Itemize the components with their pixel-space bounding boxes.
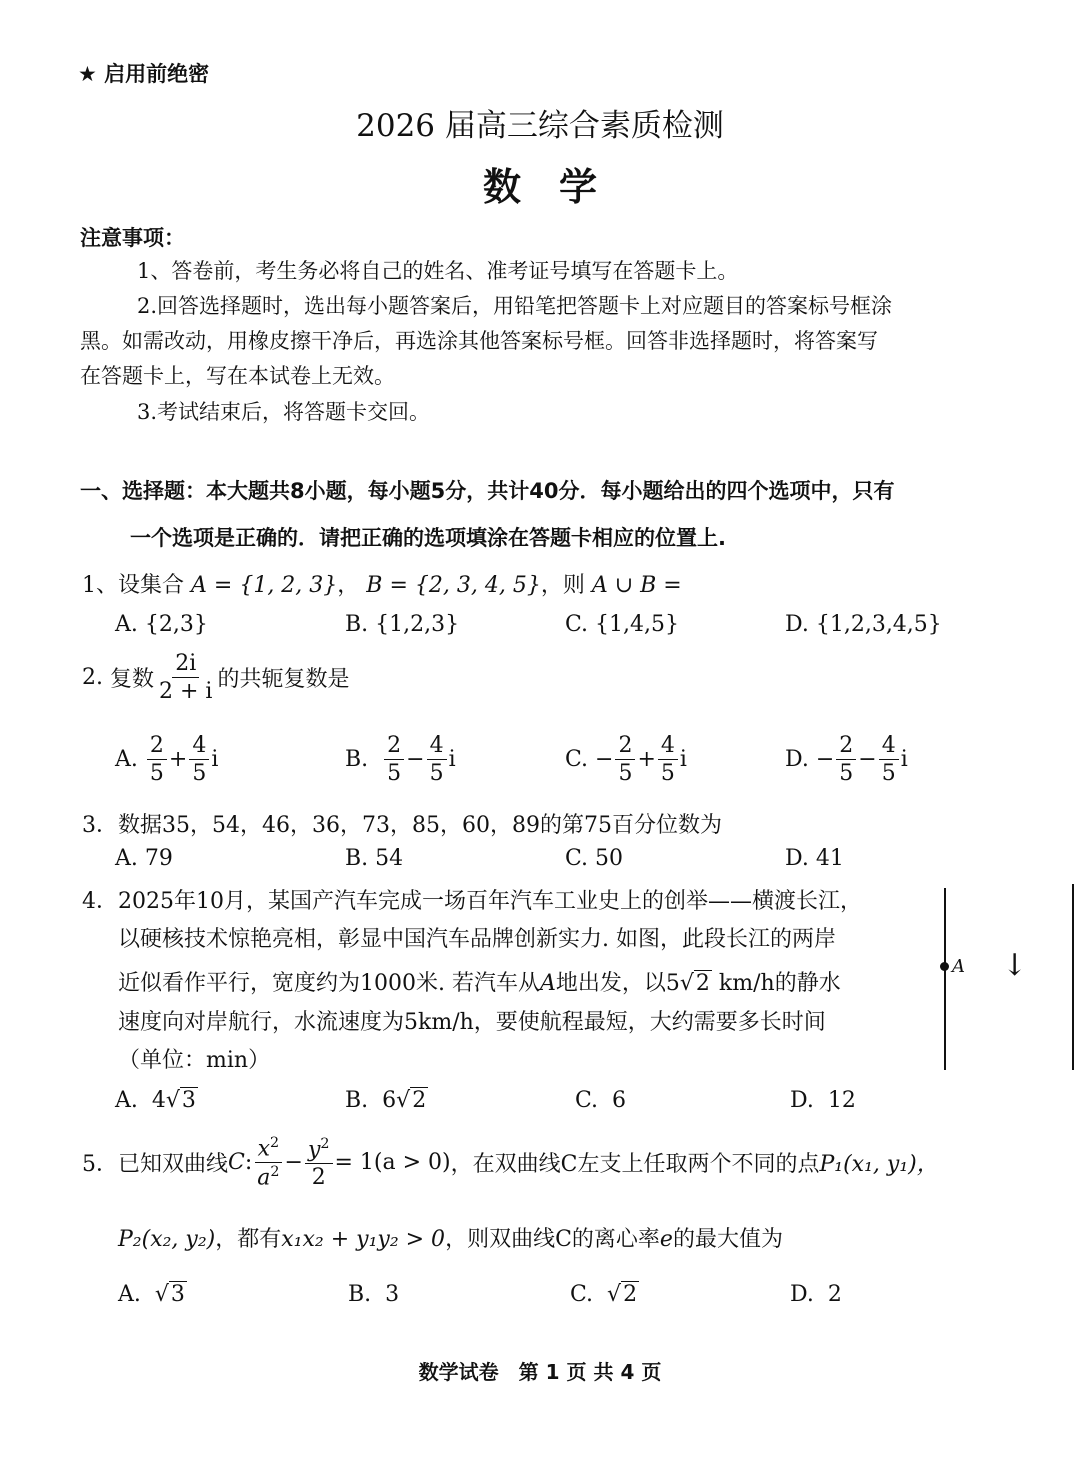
- question-4-line5: （单位：min）: [118, 1048, 271, 1073]
- notice-item-1: 1、答卷前，考生务必将自己的姓名、准考证号填写在答题卡上。: [137, 259, 739, 283]
- q3-option-a: A. 79: [115, 846, 173, 871]
- flow-arrow-icon: ↓: [1002, 948, 1028, 983]
- q4-option-a: A. 4√3: [115, 1088, 196, 1113]
- q1-set-b: B = {2, 3, 4, 5}: [366, 573, 541, 598]
- q2-number: 2.: [82, 665, 103, 691]
- q3-option-c: C. 50: [565, 846, 624, 871]
- question-4-line1: 4．2025年10月，某国产汽车完成一场百年汽车工业史上的创举——横渡长江，: [82, 889, 862, 914]
- question-4-line2: 以硬核技术惊艳亮相，彰显中国汽车品牌创新实力. 如图，此段长江的两岸: [118, 927, 836, 952]
- notice-heading: 注意事项：: [80, 226, 185, 250]
- question-5-line1: 5． 已知双曲线 C : $\frac{x^2}{a^2}$ − $\frac{y^2}{2}$ = 1(a > 0) ，在双曲线C左支上任取两个不同的点 P₁(x₁, y₁)，: [82, 1135, 939, 1191]
- section-heading-line1: 一、选择题：本大题共8小题，每小题5分，共计40分．每小题给出的四个选项中，只有: [80, 479, 895, 503]
- q2-prefix: 复数: [110, 667, 155, 693]
- question-1: [82, 568, 682, 599]
- q3-option-d: D. 41: [785, 846, 844, 871]
- q1-mid: ，则: [540, 573, 585, 598]
- question-5-line2: P₂(x₂, y₂)，都有x₁x₂ + y₁y₂ > 0，则双曲线C的离心率e的最大值为: [118, 1227, 783, 1252]
- q1-prefix: 设集合: [118, 573, 185, 598]
- q4-option-d: D. 12: [790, 1088, 856, 1113]
- page-footer: 数学试卷 第 1 页 共 4 页: [418, 1360, 662, 1384]
- q5-option-b: B. 3: [348, 1282, 400, 1307]
- q1-option-c: C. {1,4,5}: [565, 612, 680, 637]
- q2-option-d: D. − $\frac{2}{5}$ − $\frac{4}{5}$ i: [785, 733, 908, 787]
- q1-set-a: A = {1, 2, 3}: [191, 573, 338, 598]
- q1-union: A ∪ B =: [591, 573, 682, 598]
- notice-item-2: 2.回答选择题时，选出每小题答案后，用铅笔把答题卡上对应题目的答案标号框涂: [137, 294, 893, 318]
- q1-number: 1、: [82, 573, 118, 598]
- q4-option-b: B. 6√2: [345, 1088, 427, 1113]
- question-4-line4: 速度向对岸航行，水流速度为5km/h，要使航程最短，大约需要多长时间: [118, 1010, 826, 1035]
- q2-suffix: 的共轭复数是: [217, 667, 350, 693]
- point-a-dot: [940, 962, 949, 971]
- q1-option-d: D. {1,2,3,4,5}: [785, 612, 942, 637]
- q2-option-a: A. $\frac{2}{5}$ + $\frac{4}{5}$ i: [115, 733, 219, 787]
- q3-option-b: B. 54: [345, 846, 404, 871]
- secret-label: ★ 启用前绝密: [78, 62, 210, 86]
- section-heading-line2: 一个选项是正确的．请把正确的选项填涂在答题卡相应的位置上.: [130, 526, 726, 550]
- q5-option-a: A. √3: [118, 1282, 185, 1307]
- point-a-label: A: [952, 956, 965, 977]
- q1-option-a: A. {2,3}: [115, 612, 208, 637]
- question-4-line3: 近似看作平行，宽度约为1000米. 若汽车从A地出发，以5√2 km/h的静水: [118, 971, 841, 996]
- notice-item-2-end: 在答题卡上，写在本试卷上无效。: [80, 364, 395, 388]
- subject-title: 数 学: [482, 164, 597, 209]
- q2-option-c: C. − $\frac{2}{5}$ + $\frac{4}{5}$ i: [565, 733, 687, 787]
- question-3: 3．数据35，54，46，36，73，85，60，89的第75百分位数为: [82, 813, 722, 838]
- exam-title: 2026 届高三综合素质检测: [356, 108, 724, 144]
- q1-option-b: B. {1,2,3}: [345, 612, 460, 637]
- question-2: [82, 652, 349, 703]
- q5-option-d: D. 2: [790, 1282, 842, 1307]
- q1-sep: ，: [337, 573, 360, 598]
- q2-fraction: $\frac{2i}{2 + i}$: [159, 651, 213, 705]
- notice-item-3: 3.考试结束后，将答题卡交回。: [137, 400, 431, 424]
- q2-option-b: B. $\frac{2}{5}$ − $\frac{4}{5}$ i: [345, 733, 456, 787]
- q4-option-c: C. 6: [575, 1088, 627, 1113]
- notice-item-2-cont: 黑。如需改动，用橡皮擦干净后，再选涂其他答案标号框。回答非选择题时，将答案写: [80, 329, 878, 353]
- riverbank-left: [944, 888, 946, 1070]
- riverbank-right: [1072, 884, 1074, 1070]
- q5-option-c: C. √2: [570, 1282, 638, 1307]
